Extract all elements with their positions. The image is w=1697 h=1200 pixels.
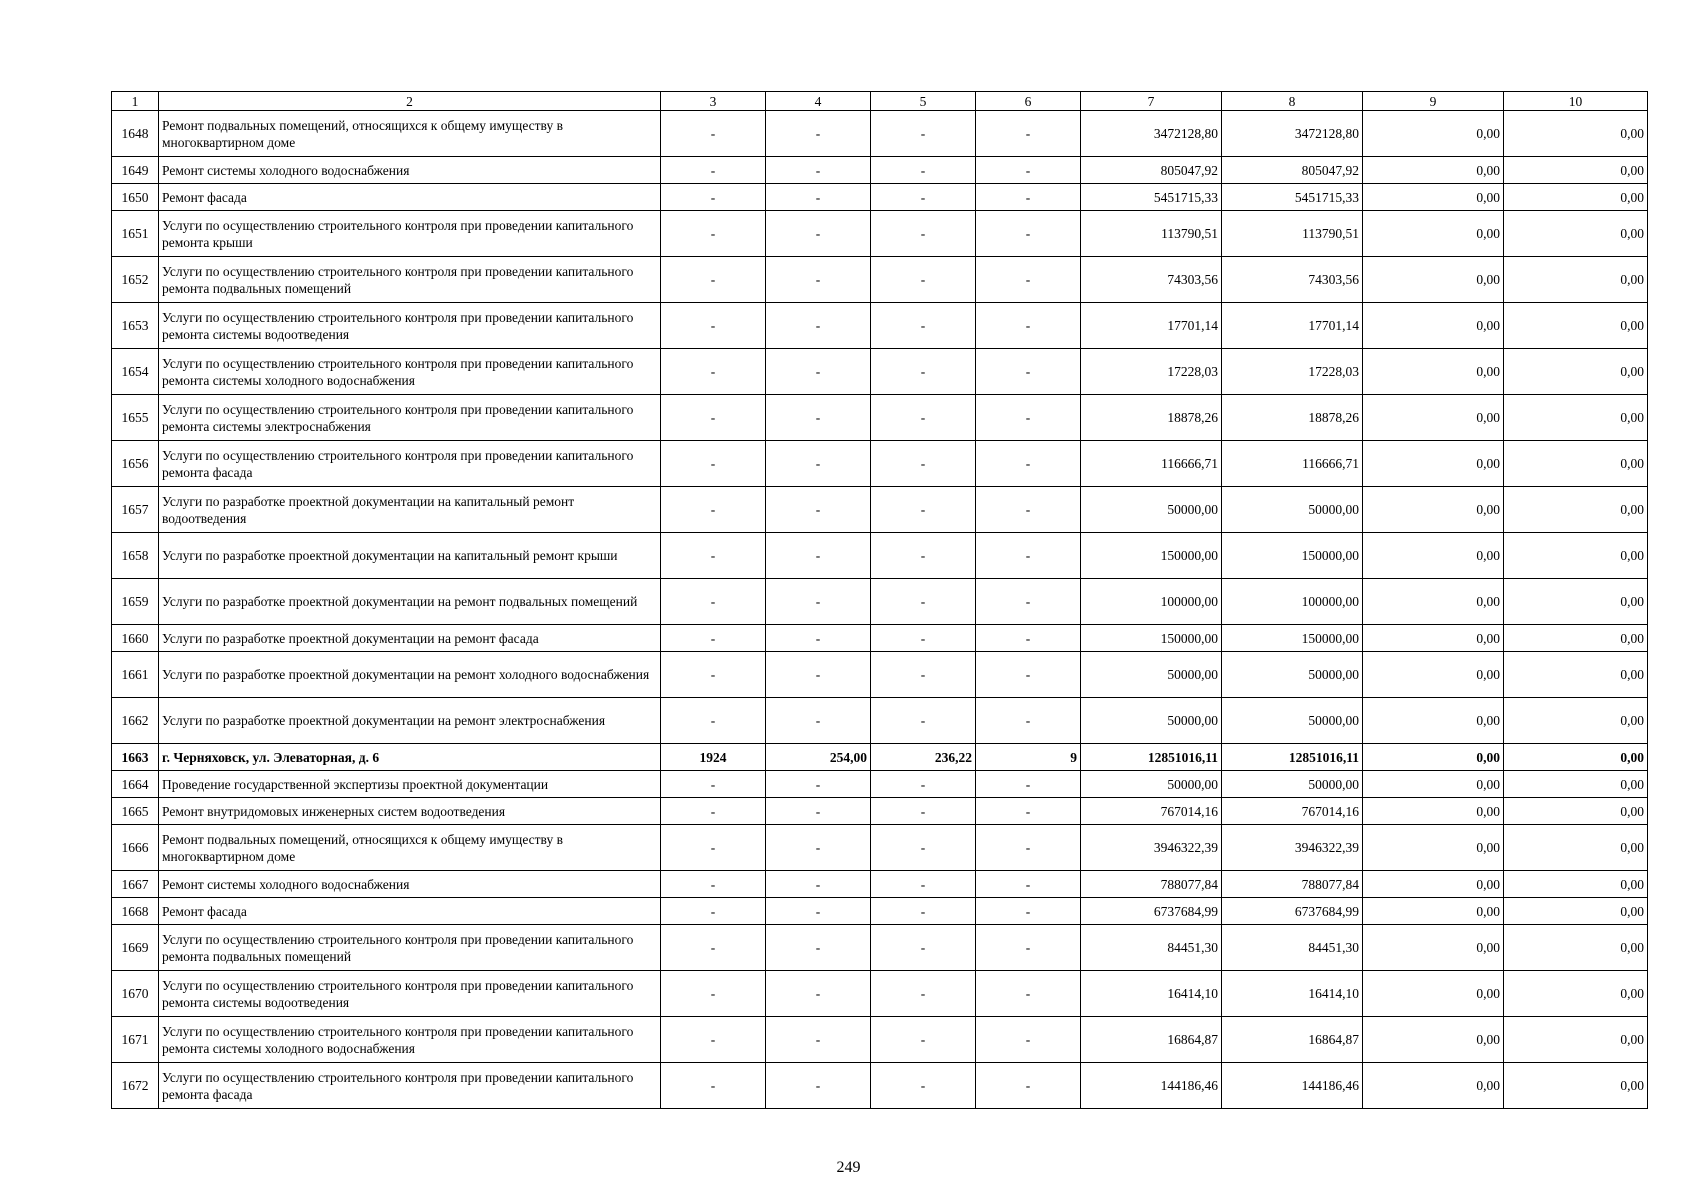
col-9-cell: 0,00 [1363, 111, 1504, 157]
col-5-cell: - [871, 652, 976, 698]
work-description-cell: Услуги по осуществлению строительного контроля при проведении капитального ремонта подвальных помещений [159, 925, 661, 971]
col-10-cell: 0,00 [1504, 744, 1648, 771]
row-number-cell: 1648 [112, 111, 159, 157]
col-5-cell: - [871, 395, 976, 441]
table-row [112, 898, 1648, 925]
row-number-cell: 1656 [112, 441, 159, 487]
row-number-cell: 1654 [112, 349, 159, 395]
col-9-cell: 0,00 [1363, 744, 1504, 771]
col-5-cell: - [871, 487, 976, 533]
col-5-cell: - [871, 533, 976, 579]
col-6-cell: 9 [976, 744, 1081, 771]
col-6-cell: - [976, 184, 1081, 211]
col-3-cell: - [661, 441, 766, 487]
col-3-cell: - [661, 1063, 766, 1109]
col-3-cell: - [661, 798, 766, 825]
col-5-cell: - [871, 971, 976, 1017]
col-9-cell: 0,00 [1363, 825, 1504, 871]
col-4-cell: - [766, 579, 871, 625]
col-8-cell: 113790,51 [1222, 211, 1363, 257]
col-5-cell: - [871, 111, 976, 157]
col-4-cell: - [766, 487, 871, 533]
col-10-cell: 0,00 [1504, 898, 1648, 925]
work-description-cell: Услуги по осуществлению строительного контроля при проведении капитального ремонта системы электроснабжения [159, 395, 661, 441]
col-5-cell: - [871, 257, 976, 303]
work-description-cell: Услуги по разработке проектной документации на капитальный ремонт крыши [159, 533, 661, 579]
col-9-cell: 0,00 [1363, 652, 1504, 698]
col-3-cell: - [661, 533, 766, 579]
col-4-cell: - [766, 157, 871, 184]
col-3-cell: - [661, 898, 766, 925]
work-description-cell: Ремонт внутридомовых инженерных систем водоотведения [159, 798, 661, 825]
col-10-cell: 0,00 [1504, 698, 1648, 744]
col-3-cell: 1924 [661, 744, 766, 771]
col-7-cell: 5451715,33 [1081, 184, 1222, 211]
col-4-cell: - [766, 625, 871, 652]
table-row [112, 533, 1648, 579]
col-10-cell: 0,00 [1504, 441, 1648, 487]
table-row [112, 771, 1648, 798]
table-row [112, 1017, 1648, 1063]
col-4-cell: - [766, 798, 871, 825]
col-8-cell: 805047,92 [1222, 157, 1363, 184]
col-8-cell: 150000,00 [1222, 625, 1363, 652]
col-9-cell: 0,00 [1363, 303, 1504, 349]
row-number-cell: 1665 [112, 798, 159, 825]
col-5-cell: - [871, 798, 976, 825]
col-10-cell: 0,00 [1504, 303, 1648, 349]
col-5-cell: - [871, 898, 976, 925]
col-5-cell: - [871, 625, 976, 652]
row-number-cell: 1655 [112, 395, 159, 441]
table-row [112, 871, 1648, 898]
row-number-cell: 1657 [112, 487, 159, 533]
column-header: 10 [1504, 92, 1648, 111]
capital-repair-table [111, 91, 1648, 1109]
col-6-cell: - [976, 925, 1081, 971]
col-7-cell: 16864,87 [1081, 1017, 1222, 1063]
col-8-cell: 767014,16 [1222, 798, 1363, 825]
col-8-cell: 50000,00 [1222, 652, 1363, 698]
col-10-cell: 0,00 [1504, 871, 1648, 898]
work-description-cell: Услуги по осуществлению строительного контроля при проведении капитального ремонта крыши [159, 211, 661, 257]
col-9-cell: 0,00 [1363, 257, 1504, 303]
col-8-cell: 3946322,39 [1222, 825, 1363, 871]
col-5-cell: - [871, 871, 976, 898]
col-3-cell: - [661, 771, 766, 798]
row-number-cell: 1671 [112, 1017, 159, 1063]
col-10-cell: 0,00 [1504, 184, 1648, 211]
col-9-cell: 0,00 [1363, 798, 1504, 825]
col-8-cell: 84451,30 [1222, 925, 1363, 971]
row-number-cell: 1666 [112, 825, 159, 871]
col-9-cell: 0,00 [1363, 698, 1504, 744]
table-row [112, 441, 1648, 487]
col-3-cell: - [661, 487, 766, 533]
col-10-cell: 0,00 [1504, 157, 1648, 184]
col-4-cell: - [766, 349, 871, 395]
col-10-cell: 0,00 [1504, 971, 1648, 1017]
col-9-cell: 0,00 [1363, 1017, 1504, 1063]
col-7-cell: 50000,00 [1081, 487, 1222, 533]
col-6-cell: - [976, 395, 1081, 441]
row-number-cell: 1669 [112, 925, 159, 971]
col-9-cell: 0,00 [1363, 487, 1504, 533]
col-8-cell: 12851016,11 [1222, 744, 1363, 771]
row-number-cell: 1662 [112, 698, 159, 744]
col-10-cell: 0,00 [1504, 211, 1648, 257]
col-3-cell: - [661, 157, 766, 184]
work-description-cell: Услуги по разработке проектной документации на ремонт фасада [159, 625, 661, 652]
col-6-cell: - [976, 441, 1081, 487]
col-3-cell: - [661, 257, 766, 303]
col-4-cell: - [766, 257, 871, 303]
row-number-cell: 1661 [112, 652, 159, 698]
col-5-cell: - [871, 184, 976, 211]
col-9-cell: 0,00 [1363, 157, 1504, 184]
col-7-cell: 805047,92 [1081, 157, 1222, 184]
col-10-cell: 0,00 [1504, 925, 1648, 971]
col-3-cell: - [661, 303, 766, 349]
col-10-cell: 0,00 [1504, 487, 1648, 533]
col-3-cell: - [661, 625, 766, 652]
col-10-cell: 0,00 [1504, 533, 1648, 579]
work-description-cell: Услуги по осуществлению строительного контроля при проведении капитального ремонта системы холодного водоснабжения [159, 1017, 661, 1063]
col-4-cell: - [766, 871, 871, 898]
col-7-cell: 50000,00 [1081, 771, 1222, 798]
table-row [112, 111, 1648, 157]
col-4-cell: - [766, 925, 871, 971]
col-6-cell: - [976, 349, 1081, 395]
row-number-cell: 1668 [112, 898, 159, 925]
col-9-cell: 0,00 [1363, 395, 1504, 441]
col-4-cell: - [766, 395, 871, 441]
col-6-cell: - [976, 487, 1081, 533]
col-9-cell: 0,00 [1363, 925, 1504, 971]
work-description-cell: Проведение государственной экспертизы проектной документации [159, 771, 661, 798]
table-row [112, 825, 1648, 871]
col-9-cell: 0,00 [1363, 898, 1504, 925]
col-8-cell: 150000,00 [1222, 533, 1363, 579]
col-6-cell: - [976, 798, 1081, 825]
col-5-cell: - [871, 211, 976, 257]
column-number-row [112, 92, 1648, 111]
col-6-cell: - [976, 211, 1081, 257]
col-6-cell: - [976, 1063, 1081, 1109]
col-3-cell: - [661, 925, 766, 971]
col-7-cell: 788077,84 [1081, 871, 1222, 898]
table-row [112, 744, 1648, 771]
col-3-cell: - [661, 698, 766, 744]
col-4-cell: - [766, 652, 871, 698]
col-4-cell: - [766, 971, 871, 1017]
col-4-cell: - [766, 771, 871, 798]
col-4-cell: - [766, 825, 871, 871]
col-9-cell: 0,00 [1363, 971, 1504, 1017]
col-9-cell: 0,00 [1363, 579, 1504, 625]
col-5-cell: - [871, 771, 976, 798]
col-6-cell: - [976, 257, 1081, 303]
column-header: 6 [976, 92, 1081, 111]
row-number-cell: 1650 [112, 184, 159, 211]
col-5-cell: - [871, 825, 976, 871]
col-7-cell: 6737684,99 [1081, 898, 1222, 925]
work-description-cell: Услуги по осуществлению строительного контроля при проведении капитального ремонта системы водоотведения [159, 303, 661, 349]
col-4-cell: - [766, 1063, 871, 1109]
col-7-cell: 18878,26 [1081, 395, 1222, 441]
row-number-cell: 1658 [112, 533, 159, 579]
col-3-cell: - [661, 579, 766, 625]
work-description-cell: Ремонт фасада [159, 184, 661, 211]
col-5-cell: 236,22 [871, 744, 976, 771]
column-header: 2 [159, 92, 661, 111]
work-description-cell: Услуги по осуществлению строительного контроля при проведении капитального ремонта системы водоотведения [159, 971, 661, 1017]
work-description-cell: Услуги по разработке проектной документации на ремонт подвальных помещений [159, 579, 661, 625]
col-8-cell: 100000,00 [1222, 579, 1363, 625]
col-7-cell: 150000,00 [1081, 625, 1222, 652]
col-9-cell: 0,00 [1363, 533, 1504, 579]
col-6-cell: - [976, 771, 1081, 798]
col-6-cell: - [976, 533, 1081, 579]
col-7-cell: 3946322,39 [1081, 825, 1222, 871]
column-header: 7 [1081, 92, 1222, 111]
col-8-cell: 17228,03 [1222, 349, 1363, 395]
col-10-cell: 0,00 [1504, 111, 1648, 157]
work-description-cell: Услуги по разработке проектной документации на ремонт электроснабжения [159, 698, 661, 744]
col-6-cell: - [976, 971, 1081, 1017]
col-3-cell: - [661, 349, 766, 395]
col-9-cell: 0,00 [1363, 211, 1504, 257]
col-9-cell: 0,00 [1363, 625, 1504, 652]
col-10-cell: 0,00 [1504, 579, 1648, 625]
work-description-cell: Ремонт системы холодного водоснабжения [159, 157, 661, 184]
col-4-cell: - [766, 1017, 871, 1063]
col-7-cell: 100000,00 [1081, 579, 1222, 625]
col-3-cell: - [661, 871, 766, 898]
table-row [112, 184, 1648, 211]
table-row [112, 798, 1648, 825]
col-10-cell: 0,00 [1504, 257, 1648, 303]
col-10-cell: 0,00 [1504, 1063, 1648, 1109]
work-description-cell: г. Черняховск, ул. Элеваторная, д. 6 [159, 744, 661, 771]
table-row [112, 971, 1648, 1017]
col-4-cell: 254,00 [766, 744, 871, 771]
col-7-cell: 50000,00 [1081, 698, 1222, 744]
row-number-cell: 1651 [112, 211, 159, 257]
col-10-cell: 0,00 [1504, 1017, 1648, 1063]
col-8-cell: 18878,26 [1222, 395, 1363, 441]
work-description-cell: Ремонт системы холодного водоснабжения [159, 871, 661, 898]
col-7-cell: 144186,46 [1081, 1063, 1222, 1109]
table-row [112, 487, 1648, 533]
work-description-cell: Услуги по осуществлению строительного контроля при проведении капитального ремонта фасада [159, 1063, 661, 1109]
page-number: 249 [836, 1159, 861, 1176]
row-number-cell: 1664 [112, 771, 159, 798]
column-header: 8 [1222, 92, 1363, 111]
col-8-cell: 6737684,99 [1222, 898, 1363, 925]
column-header: 9 [1363, 92, 1504, 111]
table-row [112, 1063, 1648, 1109]
col-3-cell: - [661, 111, 766, 157]
col-8-cell: 788077,84 [1222, 871, 1363, 898]
row-number-cell: 1649 [112, 157, 159, 184]
col-8-cell: 50000,00 [1222, 487, 1363, 533]
col-5-cell: - [871, 1017, 976, 1063]
row-number-cell: 1660 [112, 625, 159, 652]
col-5-cell: - [871, 303, 976, 349]
col-3-cell: - [661, 211, 766, 257]
col-5-cell: - [871, 579, 976, 625]
table-row [112, 157, 1648, 184]
col-9-cell: 0,00 [1363, 184, 1504, 211]
col-9-cell: 0,00 [1363, 349, 1504, 395]
col-7-cell: 150000,00 [1081, 533, 1222, 579]
column-header: 3 [661, 92, 766, 111]
col-5-cell: - [871, 925, 976, 971]
table-row [112, 925, 1648, 971]
work-description-cell: Услуги по разработке проектной документации на ремонт холодного водоснабжения [159, 652, 661, 698]
table-row [112, 257, 1648, 303]
col-4-cell: - [766, 898, 871, 925]
col-8-cell: 16864,87 [1222, 1017, 1363, 1063]
col-6-cell: - [976, 652, 1081, 698]
col-7-cell: 12851016,11 [1081, 744, 1222, 771]
col-6-cell: - [976, 698, 1081, 744]
col-3-cell: - [661, 184, 766, 211]
col-8-cell: 3472128,80 [1222, 111, 1363, 157]
table-row [112, 698, 1648, 744]
col-9-cell: 0,00 [1363, 871, 1504, 898]
table-body [112, 111, 1648, 1109]
row-number-cell: 1670 [112, 971, 159, 1017]
row-number-cell: 1653 [112, 303, 159, 349]
col-3-cell: - [661, 652, 766, 698]
col-4-cell: - [766, 303, 871, 349]
col-5-cell: - [871, 441, 976, 487]
col-7-cell: 74303,56 [1081, 257, 1222, 303]
col-5-cell: - [871, 349, 976, 395]
row-number-cell: 1667 [112, 871, 159, 898]
col-8-cell: 74303,56 [1222, 257, 1363, 303]
col-8-cell: 144186,46 [1222, 1063, 1363, 1109]
col-8-cell: 116666,71 [1222, 441, 1363, 487]
table-row [112, 625, 1648, 652]
col-7-cell: 16414,10 [1081, 971, 1222, 1017]
work-description-cell: Ремонт подвальных помещений, относящихся к общему имуществу в многоквартирном доме [159, 825, 661, 871]
column-header: 5 [871, 92, 976, 111]
col-8-cell: 50000,00 [1222, 698, 1363, 744]
work-description-cell: Услуги по осуществлению строительного контроля при проведении капитального ремонта фасада [159, 441, 661, 487]
col-9-cell: 0,00 [1363, 771, 1504, 798]
col-4-cell: - [766, 533, 871, 579]
col-5-cell: - [871, 157, 976, 184]
col-6-cell: - [976, 898, 1081, 925]
col-4-cell: - [766, 111, 871, 157]
col-3-cell: - [661, 395, 766, 441]
col-3-cell: - [661, 1017, 766, 1063]
row-number-cell: 1659 [112, 579, 159, 625]
col-7-cell: 17701,14 [1081, 303, 1222, 349]
col-7-cell: 3472128,80 [1081, 111, 1222, 157]
col-6-cell: - [976, 157, 1081, 184]
table-row [112, 652, 1648, 698]
col-7-cell: 17228,03 [1081, 349, 1222, 395]
col-8-cell: 5451715,33 [1222, 184, 1363, 211]
table-row [112, 395, 1648, 441]
col-6-cell: - [976, 1017, 1081, 1063]
col-7-cell: 50000,00 [1081, 652, 1222, 698]
col-6-cell: - [976, 625, 1081, 652]
col-6-cell: - [976, 825, 1081, 871]
table-row [112, 349, 1648, 395]
work-description-cell: Ремонт фасада [159, 898, 661, 925]
col-10-cell: 0,00 [1504, 652, 1648, 698]
col-7-cell: 113790,51 [1081, 211, 1222, 257]
col-9-cell: 0,00 [1363, 1063, 1504, 1109]
column-header: 1 [112, 92, 159, 111]
col-8-cell: 50000,00 [1222, 771, 1363, 798]
table-row [112, 303, 1648, 349]
col-7-cell: 767014,16 [1081, 798, 1222, 825]
row-number-cell: 1652 [112, 257, 159, 303]
col-6-cell: - [976, 303, 1081, 349]
work-description-cell: Ремонт подвальных помещений, относящихся к общему имуществу в многоквартирном доме [159, 111, 661, 157]
col-6-cell: - [976, 579, 1081, 625]
col-5-cell: - [871, 1063, 976, 1109]
col-10-cell: 0,00 [1504, 395, 1648, 441]
col-10-cell: 0,00 [1504, 349, 1648, 395]
col-4-cell: - [766, 441, 871, 487]
col-7-cell: 84451,30 [1081, 925, 1222, 971]
work-description-cell: Услуги по разработке проектной документации на капитальный ремонт водоотведения [159, 487, 661, 533]
work-description-cell: Услуги по осуществлению строительного контроля при проведении капитального ремонта системы холодного водоснабжения [159, 349, 661, 395]
col-5-cell: - [871, 698, 976, 744]
col-7-cell: 116666,71 [1081, 441, 1222, 487]
row-number-cell: 1672 [112, 1063, 159, 1109]
col-4-cell: - [766, 184, 871, 211]
col-8-cell: 17701,14 [1222, 303, 1363, 349]
col-3-cell: - [661, 971, 766, 1017]
col-3-cell: - [661, 825, 766, 871]
col-6-cell: - [976, 871, 1081, 898]
column-header: 4 [766, 92, 871, 111]
col-6-cell: - [976, 111, 1081, 157]
col-10-cell: 0,00 [1504, 798, 1648, 825]
table-row [112, 211, 1648, 257]
col-4-cell: - [766, 698, 871, 744]
col-4-cell: - [766, 211, 871, 257]
work-description-cell: Услуги по осуществлению строительного контроля при проведении капитального ремонта подвальных помещений [159, 257, 661, 303]
row-number-cell: 1663 [112, 744, 159, 771]
col-8-cell: 16414,10 [1222, 971, 1363, 1017]
col-9-cell: 0,00 [1363, 441, 1504, 487]
col-10-cell: 0,00 [1504, 825, 1648, 871]
table-row [112, 579, 1648, 625]
col-10-cell: 0,00 [1504, 771, 1648, 798]
col-10-cell: 0,00 [1504, 625, 1648, 652]
